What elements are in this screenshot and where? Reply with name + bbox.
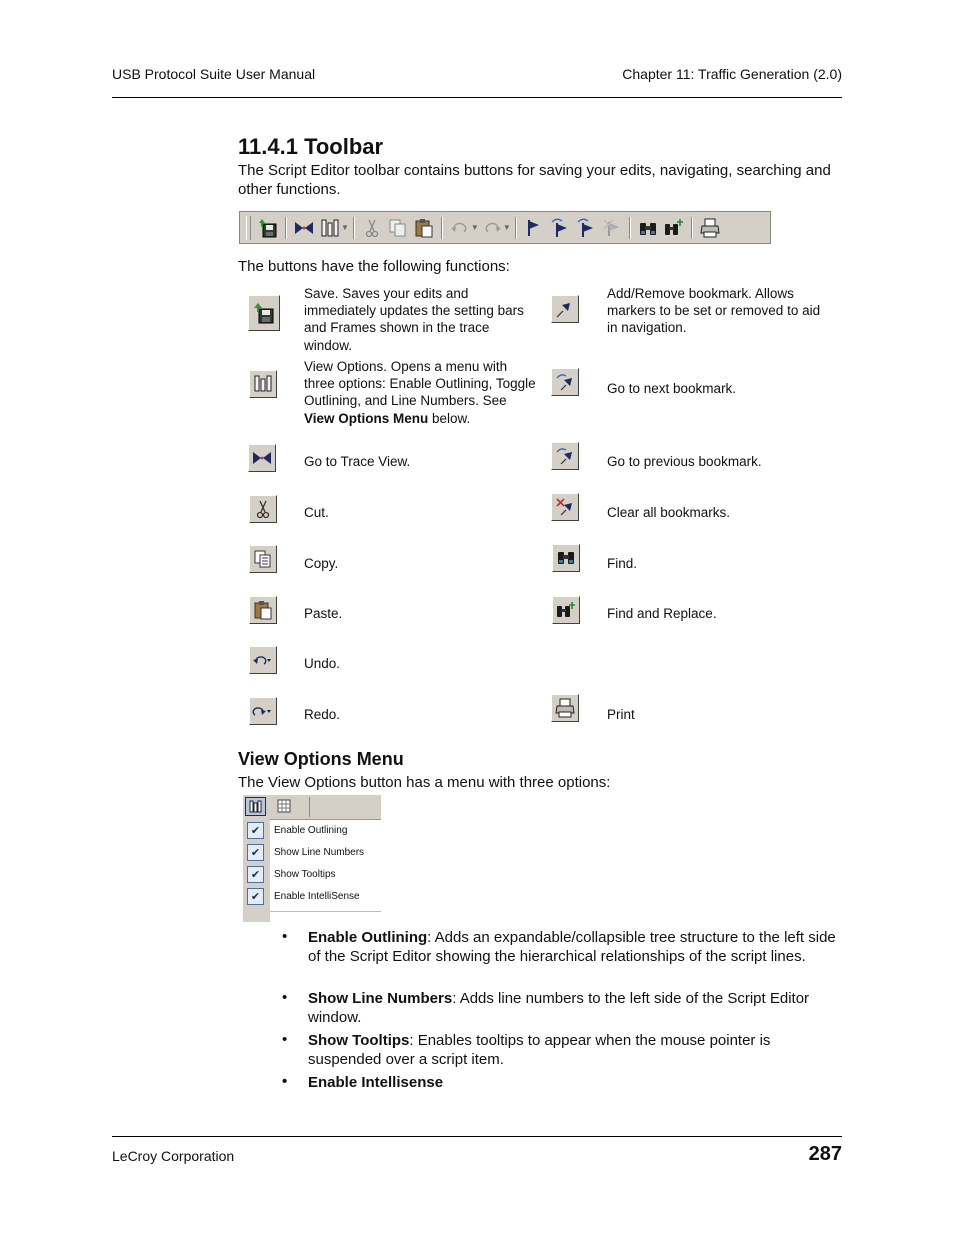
next-bookmark-description: Go to next bookmark. xyxy=(607,381,737,396)
toolbar-separator xyxy=(691,217,693,239)
toolbar-separator xyxy=(629,217,631,239)
check-icon: ✔ xyxy=(247,822,264,839)
cut-description: Cut. xyxy=(304,505,329,520)
toolbar-separator xyxy=(515,217,517,239)
find-icon xyxy=(635,216,661,240)
view-options-menu-reference: View Options Menu xyxy=(304,410,429,426)
menu-bottom-edge xyxy=(270,911,381,912)
redo-icon xyxy=(479,216,505,240)
bullet-marker: • xyxy=(282,928,288,945)
menu-separator xyxy=(309,797,310,817)
view-options-icon xyxy=(245,797,266,816)
cut-icon xyxy=(249,495,277,523)
next-bookmark-icon xyxy=(551,368,579,396)
view-options-intro: The View Options button has a menu with three options: xyxy=(238,774,611,791)
bullet-enable-intellisense: Enable Intellisense xyxy=(308,1074,444,1091)
view-options-icon xyxy=(317,216,343,240)
page-number: 287 xyxy=(808,1143,842,1165)
clear-bookmarks-icon xyxy=(599,216,625,240)
view-options-menu-screenshot xyxy=(243,795,381,922)
previous-bookmark-icon xyxy=(573,216,599,240)
clear-bookmarks-icon xyxy=(551,493,579,521)
find-replace-icon xyxy=(552,596,580,624)
bullet-show-line-numbers: Show Line Numbers: Adds line numbers to the left side of the Script Editor window. xyxy=(308,990,810,1026)
menu-item-show-line-numbers[interactable]: ✔ Show Line Numbers xyxy=(247,842,381,862)
paste-icon xyxy=(249,596,277,624)
bullet-marker: • xyxy=(282,1031,288,1048)
save-icon xyxy=(248,295,280,331)
dropdown-arrow-icon: ▼ xyxy=(502,223,511,232)
previous-bookmark-icon xyxy=(551,442,579,470)
trace-view-icon xyxy=(248,444,276,472)
bookmark-icon xyxy=(551,295,579,323)
bullet-show-tooltips: Show Tooltips: Enables tooltips to appear when the mouse pointer is suspended over a script item. xyxy=(308,1032,771,1068)
undo-icon xyxy=(447,216,473,240)
save-description: Save. Saves your edits and immediately updates the setting bars and Frames shown in the trace window. xyxy=(304,286,524,353)
grid-icon xyxy=(277,799,291,818)
bookmark-description: Add/Remove bookmark. Allows markers to be set or removed to aid in navigation. xyxy=(607,286,821,336)
undo-description: Undo. xyxy=(304,656,341,671)
save-icon xyxy=(255,216,281,240)
running-header-title: USB Protocol Suite User Manual xyxy=(112,66,316,82)
menu-item-enable-outlining[interactable]: ✔ Enable Outlining xyxy=(247,820,381,840)
footer-rule xyxy=(112,1136,842,1137)
copy-icon xyxy=(249,545,277,573)
trace-view-icon xyxy=(291,216,317,240)
running-header-chapter: Chapter 11: Traffic Generation (2.0) xyxy=(622,66,842,82)
footer-company: LeCroy Corporation xyxy=(112,1148,235,1164)
bullet-enable-outlining: Enable Outlining: Adds an expandable/collapsible tree structure to the left side of the Script Editor showing the hierarchical relationships of the script lines. xyxy=(308,929,836,965)
menu-item-show-tooltips[interactable]: ✔ Show Tooltips xyxy=(247,864,381,884)
find-description: Find. xyxy=(607,556,638,571)
find-replace-description: Find and Replace. xyxy=(607,606,717,621)
check-icon: ✔ xyxy=(247,844,264,861)
previous-bookmark-description: Go to previous bookmark. xyxy=(607,454,762,469)
clear-bookmarks-description: Clear all bookmarks. xyxy=(607,505,731,520)
print-icon xyxy=(551,694,579,722)
check-icon: ✔ xyxy=(247,866,264,883)
check-icon: ✔ xyxy=(247,888,264,905)
buttons-intro: The buttons have the following functions: xyxy=(238,258,510,275)
bookmark-icon xyxy=(521,216,547,240)
copy-description: Copy. xyxy=(304,556,339,571)
script-editor-toolbar xyxy=(239,211,771,244)
paste-description: Paste. xyxy=(304,606,343,621)
print-icon xyxy=(697,216,723,240)
menu-toolbar-strip xyxy=(243,795,381,820)
menu-item-enable-intellisense[interactable]: ✔ Enable IntelliSense xyxy=(247,886,381,906)
find-icon xyxy=(552,544,580,572)
undo-icon xyxy=(249,646,277,674)
bullet-marker: • xyxy=(282,1073,288,1090)
next-bookmark-icon xyxy=(547,216,573,240)
cut-icon xyxy=(359,216,385,240)
toolbar-separator xyxy=(441,217,443,239)
find-replace-icon xyxy=(661,216,687,240)
view-options-title: View Options Menu xyxy=(238,749,404,769)
section-intro: The Script Editor toolbar contains buttons for saving your edits, navigating, searching and other functions. xyxy=(238,162,831,198)
view-options-icon xyxy=(249,370,277,398)
view-options-description: View Options. Opens a menu with three options: Enable Outlining, Toggle Outlining, and Line Numbers. See View Options Menu below. xyxy=(304,359,536,426)
section-title: 11.4.1 Toolbar xyxy=(238,134,384,159)
toolbar-separator xyxy=(285,217,287,239)
bullet-marker: • xyxy=(282,989,288,1006)
copy-icon xyxy=(385,216,411,240)
redo-icon xyxy=(249,697,277,725)
paste-icon xyxy=(411,216,437,240)
dropdown-arrow-icon: ▼ xyxy=(341,223,349,232)
toolbar-separator xyxy=(353,217,355,239)
toolbar-grip xyxy=(246,216,251,240)
redo-description: Redo. xyxy=(304,707,341,722)
trace-view-description: Go to Trace View. xyxy=(304,454,411,469)
print-description: Print xyxy=(607,707,635,722)
header-rule xyxy=(112,97,842,98)
dropdown-arrow-icon: ▼ xyxy=(470,223,479,232)
